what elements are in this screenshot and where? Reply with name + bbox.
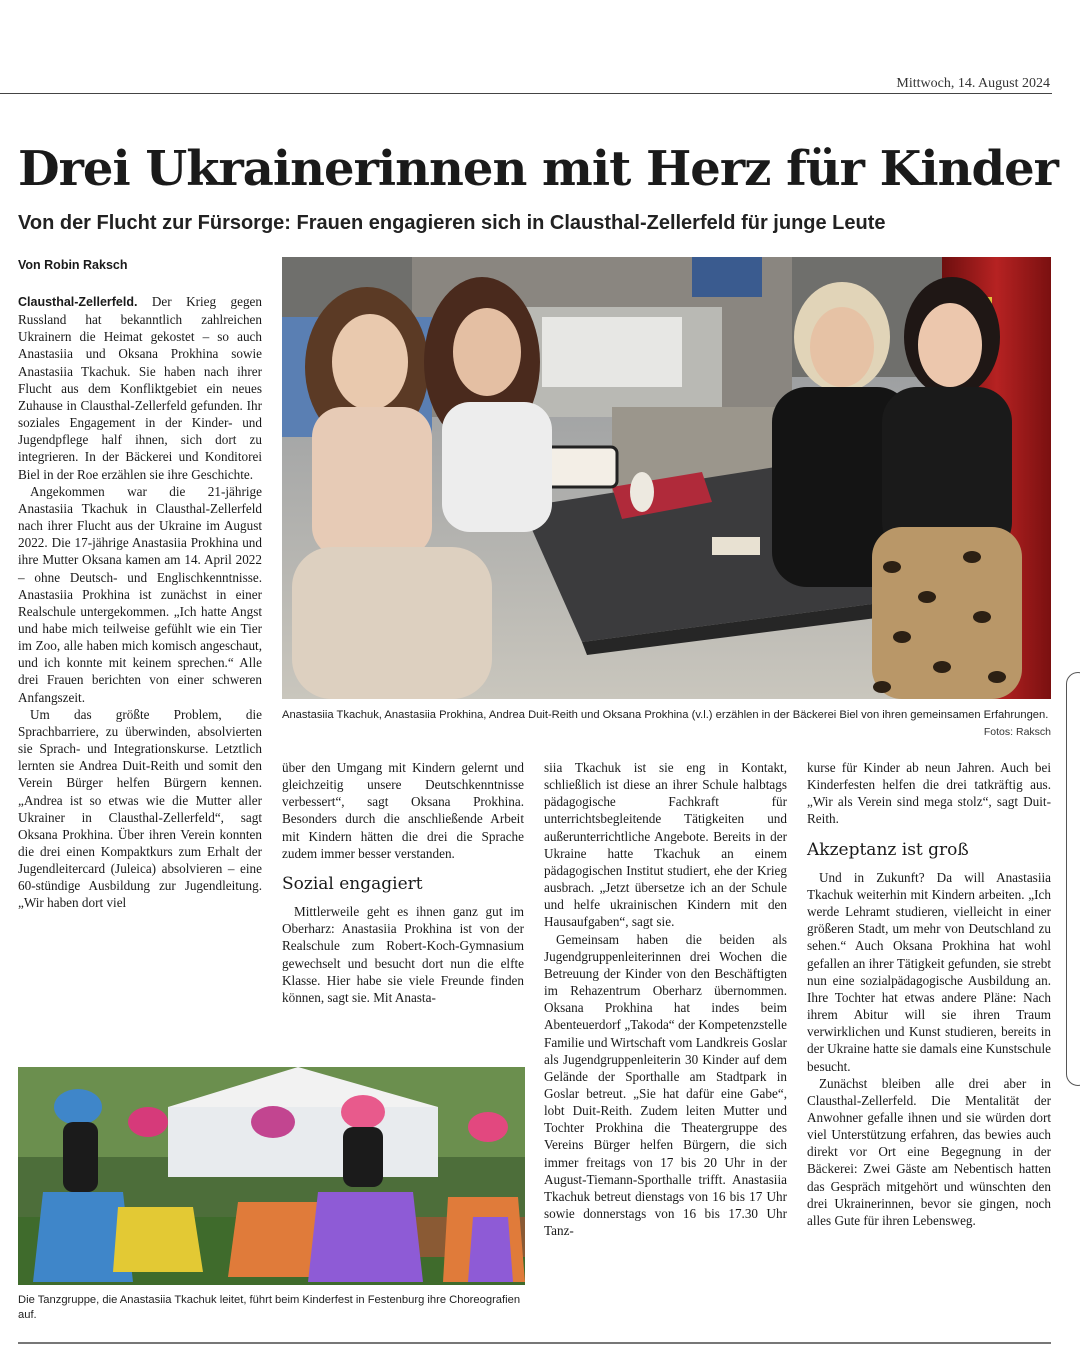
- headline: Drei Ukrainerinnen mit Herz für Kinder: [18, 141, 1058, 197]
- dance-group-photo: [18, 1067, 525, 1285]
- article-column-3: [544, 759, 787, 1239]
- paragraph: Um das größte Problem, die Sprachbarriere, zu überwinden, absolvierten sie Sprach- und Integrationskurse. Letztlich lernten sie Andrea Duit-Reith und somit den Verein Bürger helfen Bürgern kennen. „Andrea ist so etwas wie die Mutter aller Ukrainer in Clausthal-Zellerfeld“, sagt Oksana Prokhina. Über ihren Verein konnten die drei einen Kompaktkurs zum Erhalt der Jugendleitercard (Juleica) absolvieren – eine 60-stündige Ausbildung zur Jugendleitung. „Wir haben dort viel: [18, 706, 262, 911]
- dance-photo-caption: Die Tanzgruppe, die Anastasiia Tkachuk leitet, führt beim Kinderfest in Festenburg ihre Choreografien auf.: [18, 1294, 521, 1321]
- paragraph: Gemeinsam haben die beiden als Jugendgruppenleiterinnen drei Wochen die Betreuung der Kinder von den Beschäftigten im Rehazentrum Oberharz übernommen. Oksana Prokhina hat indes beim Abenteuerdorf „Takoda“ der Kompetenzstelle Familie und Wirtschaft vom Landkreis Goslar als Jugendgruppenleiterin 30 Kinder auf dem Gelände der Sporthalle am Stadtpark in Goslar betreut. „Sie hat dafür eine Gabe“, lobt Duit-Reith. Zudem leiten Mutter und Tochter Prokhina die Theatergruppe des Vereins Bürger helfen Bürgern, die sich immer freitags von 17 bis 20 Uhr in der August-Tiemann-Sporthalle trifft. Anastasiia Tkachuk betreut dienstags von 16 bis 17 Uhr sowie donnerstags von 16 bis 17.30 Uhr Tanz-: [544, 931, 787, 1239]
- dateline-place: Clausthal-Zellerfeld.: [18, 295, 138, 309]
- paragraph: Und in Zukunft? Da will Anastasiia Tkachuk weiterhin mit Kindern arbeiten. „Ich werde Lehramt studieren, vielleicht in einer größeren Stadt, um mehr von Deutschland zu sehen.“ Auch Oksana Prokhina hat wohl gefallen an ihrer Tätigkeit gefunden, sie strebt nun eine sozialpädagogische Ausbildung an. Ihre Tochter hat etwas andere Pläne: Nach ihrem Abitur will sie ihren Traum verwirklichen und Kunst studieren, bereits in der Ukraine hatte sie damals eine Kunstschule besucht.: [807, 869, 1051, 1074]
- paragraph: [18, 293, 262, 483]
- article-column-2: [282, 759, 524, 1006]
- byline: Von Robin Raksch: [18, 258, 128, 272]
- paragraph: über den Umgang mit Kindern gelernt und gleichzeitig unsere Deutschkenntnisse verbessert“, sagt Oksana Prokhina. Besonders durch die anschließende Arbeit mit Kindern hätten die drei die Sprache zudem immer besser verstanden.: [282, 760, 524, 861]
- paragraph: Mittlerweile geht es ihnen ganz gut im Oberharz: Anastasiia Prokhina ist von der Realschule zum Robert-Koch-Gymnasium gewechselt und besucht dort nun die elfte Klasse. Hier habe sie viele Freunde finden können, sagt sie. Mit Anasta-: [282, 904, 524, 1005]
- header-rule: [0, 93, 1052, 94]
- main-photo-caption: Anastasiia Tkachuk, Anastasiia Prokhina, Andrea Duit-Reith und Oksana Prokhina (v.l.) erzählen in der Bäckerei Biel von ihren gemeinsamen Erfahrungen.: [282, 709, 1049, 721]
- main-photo: [282, 257, 1051, 699]
- paragraph: siia Tkachuk ist sie eng in Kontakt, schließlich ist diese an ihrer Schule halbtags pädagogische Fachkraft für unterrichtsbegleitende Tätigkeiten und außerunterrichtliche Angebote. Bereits in der Ukraine hatte Tkachuk an einem pädagogischen Institut studiert, ehe der Krieg ausbrach. „Jetzt übersetze ich an der Schule und helfe ukrainischen Kindern mit den Hausaufgaben“, sagt sie.: [544, 760, 787, 930]
- footer-rule: [18, 1342, 1051, 1344]
- dance-photo-illustration: [18, 1067, 525, 1285]
- scroll-edge-handle[interactable]: [1066, 672, 1080, 1086]
- subheadline: Von der Flucht zur Fürsorge: Frauen engagieren sich in Clausthal-Zellerfeld für junge Leute: [18, 212, 886, 234]
- paragraph: kurse für Kinder ab neun Jahren. Auch bei Kinderfesten helfen die drei tatkräftig aus. „Wir als Verein sind mega stolz“, sagt Duit-Reith.: [807, 760, 1051, 827]
- paragraph: Angekommen war die 21-jährige Anastasiia Tkachuk in Clausthal-Zellerfeld nach ihrer Flucht aus der Ukraine im August 2022. Die 17-jährige Anastasiia Prokhina und ihre Mutter Oksana kamen am 14. April 2022 – ohne Deutsch- und Englischkenntnisse. Anastasiia Prokhina ist zunächst in einer Realschule untergekommen. „Ich hatte Angst und habe mich teilweise gefühlt wie ein Tier im Zoo, alle haben mich komisch angeschaut, und ich konnte mit keinem sprechen.“ Alle drei Frauen berichten von einer schweren Anfangszeit.: [18, 483, 262, 705]
- paragraph: Zunächst bleiben alle drei aber in Clausthal-Zellerfeld. Die Mentalität der Anwohner gefalle ihnen und sie würden dort viel Unterstützung erfahren, das bewies auch direkt vor Ort eine Begegnung in der Bäckerei: Zwei Gäste am Nebentisch hatten das Gespräch mitgehört und wünschten den drei Ukrainerinnen, bevor sie gingen, noch alles Gute für ihren Lebensweg.: [807, 1075, 1051, 1228]
- section-heading: Sozial engagiert: [282, 873, 423, 894]
- issue-date: Mittwoch, 14. August 2024: [896, 76, 1050, 91]
- section-heading: Akzeptanz ist groß: [807, 839, 969, 860]
- article-column-4: [807, 759, 1051, 1229]
- photo-credit: Fotos: Raksch: [983, 726, 1051, 738]
- paragraph-text: Der Krieg gegen Russland hat bekanntlich zahlreichen Ukrainern die Heimat gekostet – so auch Anastasiia und Oksana Prokhina sowie Anastasiia Tkachuk. Sie haben nach ihrer Flucht aus dem Konfliktgebiet ein neues Zuhause in Clausthal-Zellerfeld gefunden. Ihr soziales Engagement in der Kinder- und Jugendpflege half ihnen, sich dort zu integrieren. In der Bäckerei und Konditorei Biel in der Roe erzählen sie ihre Geschichte.: [18, 294, 262, 482]
- article-column-1: [18, 293, 262, 912]
- cafe-photo-illustration: [282, 257, 1051, 699]
